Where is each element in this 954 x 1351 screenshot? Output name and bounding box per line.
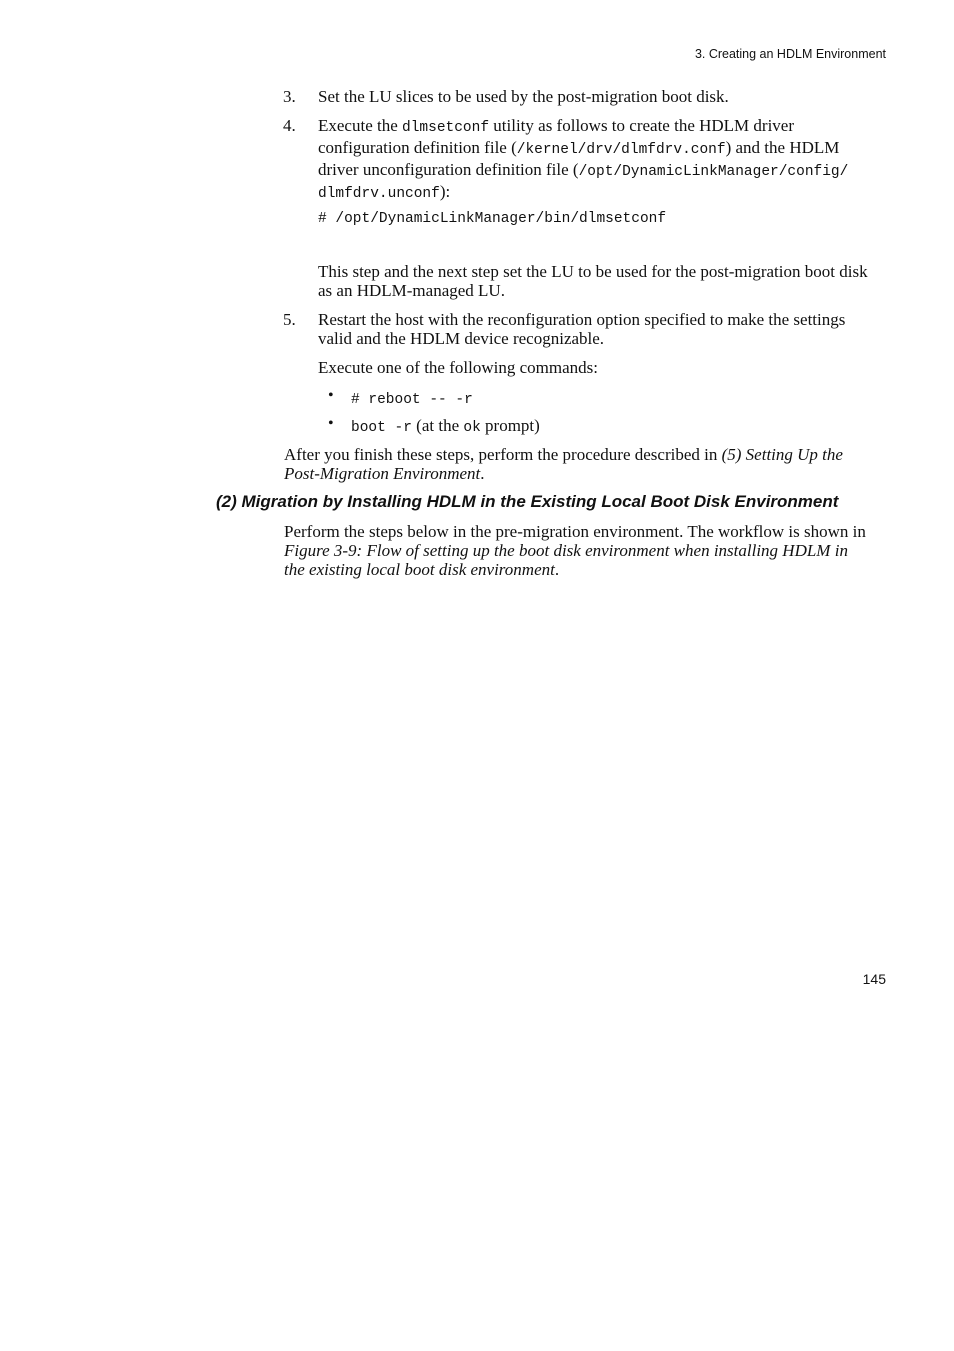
- running-header: 3. Creating an HDLM Environment: [694, 47, 886, 61]
- inline-code: /opt/DynamicLinkManager/config/: [578, 164, 849, 180]
- bullet-item-2: boot -r (at the ok prompt): [351, 416, 540, 436]
- step-4-number: 4.: [283, 116, 296, 135]
- figure-reference-link[interactable]: Figure 3-9: Flow of setting up the boot disk environment when installing HDLM in: [284, 541, 848, 560]
- step-3-text: Set the LU slices to be used by the post-migration boot disk.: [318, 87, 729, 106]
- inline-code: dlmfdrv.unconf: [318, 186, 440, 202]
- step-5-intro: Execute one of the following commands:: [318, 358, 598, 377]
- bullet-icon: •: [328, 387, 334, 404]
- bullet-item-1: # reboot -- -r: [351, 392, 473, 408]
- section-heading: (2) Migration by Installing HDLM in the Existing Local Boot Disk Environment: [216, 492, 839, 511]
- inline-code: dlmsetconf: [402, 120, 490, 136]
- step-4-note: This step and the next step set the LU to be used for the post-migration boot disk as an HDLM-managed LU.: [318, 262, 868, 300]
- page-number: 145: [862, 971, 886, 987]
- step-4-text: Execute the dlmsetconf utility as follows to create the HDLM driver configuration definition file (/kernel/drv/dlmfdrv.conf) and the HDLM driver unconfiguration definition file (/opt/DynamicLinkManager/config/ dlmfdrv.unconf):: [318, 116, 849, 202]
- figure-reference-link[interactable]: the existing local boot disk environment: [284, 560, 555, 579]
- command-block: # /opt/DynamicLinkManager/bin/dlmsetconf: [318, 211, 667, 227]
- step-5-number: 5.: [283, 310, 296, 329]
- section-paragraph: Perform the steps below in the pre-migration environment. The workflow is shown in Figure 3-9: Flow of setting up the boot disk environment when installing HDLM in the existing local boot disk environment.: [284, 522, 866, 579]
- step-3-number: 3.: [283, 87, 296, 106]
- cross-reference-link[interactable]: (5) Setting Up the: [721, 445, 843, 464]
- cross-reference-link[interactable]: Post-Migration Environment: [284, 464, 481, 483]
- step-5-text: Restart the host with the reconfiguration option specified to make the settings valid and the HDLM device recognizable.: [318, 310, 846, 348]
- bullet-icon: •: [328, 415, 334, 432]
- inline-code: /kernel/drv/dlmfdrv.conf: [516, 142, 726, 158]
- after-steps-paragraph: After you finish these steps, perform the procedure described in (5) Setting Up the Post-Migration Environment.: [284, 445, 843, 483]
